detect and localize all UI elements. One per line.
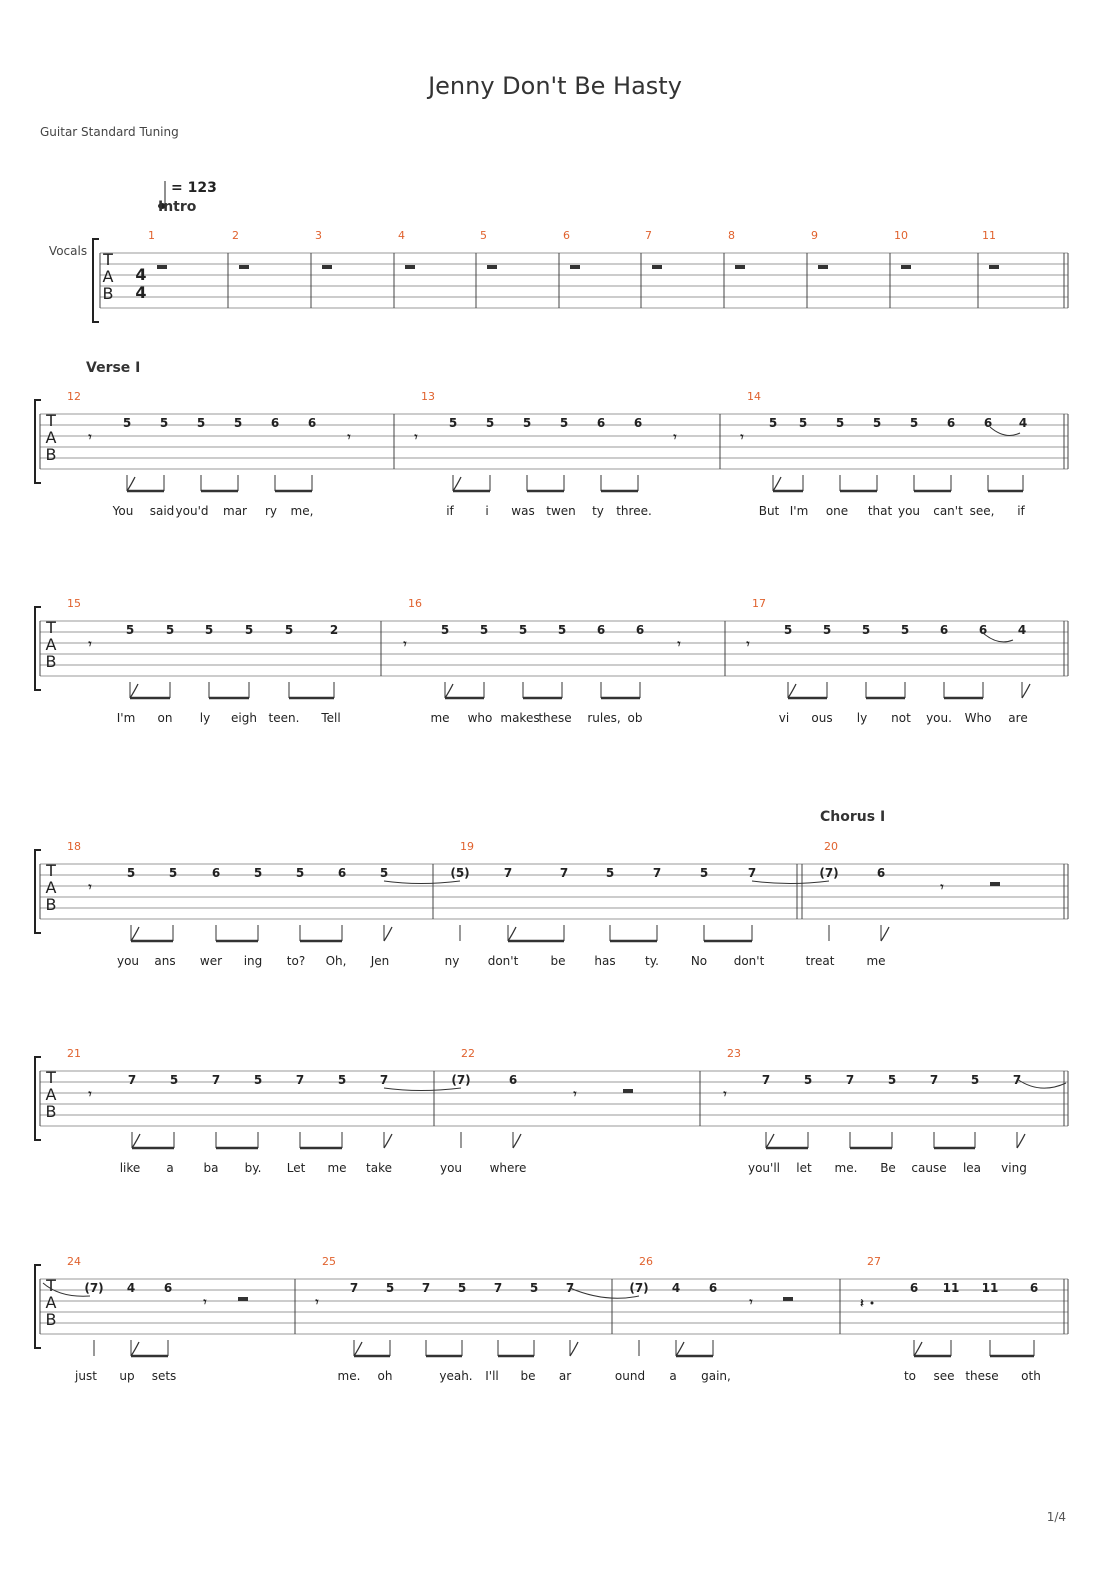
instrument-label: Vocals [48, 244, 88, 258]
lyric-syllable: eigh [231, 711, 257, 725]
tab-clef-letter: T [46, 411, 56, 430]
fret-number: 5 [783, 623, 793, 637]
page-number: 1/4 [1046, 1510, 1066, 1524]
lyric-syllable: Let [286, 1161, 306, 1175]
measure-number: 18 [67, 840, 81, 853]
time-signature-bottom: 4 [135, 283, 147, 302]
lyric-syllable: Oh, [325, 954, 347, 968]
note-flag [127, 477, 135, 491]
lyric-syllable: who [467, 711, 493, 725]
fret-number: 7 [127, 1073, 137, 1087]
lyric-syllable: me, [290, 504, 314, 518]
tie-arc [983, 633, 1013, 642]
lyric-syllable: take [366, 1161, 392, 1175]
fret-number: 7 [845, 1073, 855, 1087]
section-label-chorus: Chorus I [820, 809, 886, 825]
fret-number: 7 [652, 866, 662, 880]
fret-number: 7 [421, 1281, 431, 1295]
tab-clef-letter: A [102, 267, 114, 286]
measure-number: 10 [894, 229, 908, 242]
eighth-rest: 𝄾 [203, 1295, 207, 1309]
lyric-syllable: ob [627, 711, 643, 725]
fret-number: 5 [168, 866, 178, 880]
lyric-syllable: just [75, 1369, 97, 1383]
note-flag [766, 1134, 774, 1148]
fret-number: 6 [978, 623, 988, 637]
eighth-rest: 𝄾 [749, 1295, 753, 1309]
lyric-syllable: oh [377, 1369, 393, 1383]
tab-clef-letter: B [45, 1310, 57, 1329]
fret-number: 5 [559, 416, 569, 430]
lyric-syllable: twen [546, 504, 576, 518]
tie-arc [384, 881, 460, 884]
lyric-syllable: vi [778, 711, 790, 725]
fret-number: 5 [529, 1281, 539, 1295]
whole-rest [405, 265, 415, 269]
lyric-syllable: ny [444, 954, 460, 968]
lyric-syllable: a [669, 1369, 677, 1383]
section-label-verse: Verse I [86, 360, 141, 376]
fret-number: 5 [522, 416, 532, 430]
eighth-rest: 𝄾 [723, 1087, 727, 1101]
eighth-rest: 𝄾 [88, 1087, 92, 1101]
lyric-syllable: rules, [587, 711, 621, 725]
fret-number: 5 [196, 416, 206, 430]
fret-number: 5 [379, 866, 389, 880]
measure-number: 17 [752, 597, 766, 610]
fret-number: 5 [803, 1073, 813, 1087]
fret-number: 5 [872, 416, 882, 430]
fret-number: 11 [942, 1281, 960, 1295]
note-flag [914, 1342, 922, 1356]
note-flag [788, 684, 796, 698]
eighth-rest: 𝄾 [88, 637, 92, 651]
measure-number: 11 [982, 229, 996, 242]
lyric-syllable: you'd [175, 504, 209, 518]
tab-clef-letter: B [102, 284, 114, 303]
fret-number: 7 [379, 1073, 389, 1087]
measure-number: 22 [461, 1047, 475, 1060]
lyric-syllable: to? [286, 954, 306, 968]
tab-clef-letter: B [45, 445, 57, 464]
fret-number: 5 [457, 1281, 467, 1295]
time-signature-top: 4 [135, 265, 147, 284]
lyric-syllable: I'm [789, 504, 809, 518]
fret-number: 7 [295, 1073, 305, 1087]
note-flag [130, 684, 138, 698]
note-flag [773, 477, 781, 491]
fret-number: 5 [204, 623, 214, 637]
fret-number: 5 [887, 1073, 897, 1087]
fret-number: 5 [295, 866, 305, 880]
whole-rest [989, 265, 999, 269]
fret-number: 5 [122, 416, 132, 430]
measure-number: 4 [398, 229, 405, 242]
fret-number: 6 [983, 416, 993, 430]
lyric-syllable: not [891, 711, 911, 725]
lyric-syllable: ly [856, 711, 868, 725]
measure-number: 25 [322, 1255, 336, 1268]
fret-number: 5 [861, 623, 871, 637]
fret-number: 6 [946, 416, 956, 430]
fret-number: 11 [981, 1281, 999, 1295]
fret-number: 5 [768, 416, 778, 430]
fret-number: 5 [284, 623, 294, 637]
lyric-syllable: wer [199, 954, 223, 968]
note-flag [445, 684, 453, 698]
measure-number: 24 [67, 1255, 81, 1268]
fret-number: 5 [126, 866, 136, 880]
lyric-syllable: that [867, 504, 893, 518]
lyric-syllable: be [520, 1369, 536, 1383]
lyric-syllable: ty [592, 504, 604, 518]
note-flag [384, 927, 392, 941]
lyric-syllable: you [897, 504, 921, 518]
lyric-syllable: by. [244, 1161, 262, 1175]
fret-number: 6 [163, 1281, 173, 1295]
eighth-rest: 𝄾 [673, 430, 677, 444]
measure-number: 27 [867, 1255, 881, 1268]
lyric-syllable: ous [811, 711, 833, 725]
lyric-syllable: ing [243, 954, 263, 968]
whole-rest [570, 265, 580, 269]
lyric-syllable: don't [733, 954, 765, 968]
fret-number: 7 [565, 1281, 575, 1295]
fret-number: 7 [747, 866, 757, 880]
fret-number: 6 [596, 623, 606, 637]
fret-number: 5 [518, 623, 528, 637]
note-flag [131, 927, 139, 941]
fret-number: 5 [835, 416, 845, 430]
lyric-syllable: treat [805, 954, 835, 968]
fret-number: 6 [708, 1281, 718, 1295]
lyric-syllable: Jen [370, 954, 390, 968]
lyric-syllable: mar [223, 504, 247, 518]
eighth-rest: 𝄾 [88, 430, 92, 444]
fret-number: 5 [605, 866, 615, 880]
fret-number: 6 [508, 1073, 518, 1087]
fret-number: 5 [125, 623, 135, 637]
whole-rest [239, 265, 249, 269]
lyric-syllable: be [550, 954, 566, 968]
fret-number: 5 [253, 866, 263, 880]
note-flag [131, 1342, 139, 1356]
fret-number: 5 [440, 623, 450, 637]
quarter-rest: 𝄽 [860, 1296, 864, 1310]
measure-number: 3 [315, 229, 322, 242]
measure-number: 26 [639, 1255, 653, 1268]
song-title: Jenny Don't Be Hasty [428, 72, 682, 100]
lyric-syllable: me. [834, 1161, 858, 1175]
lyric-syllable: up [119, 1369, 135, 1383]
fret-number: 6 [596, 416, 606, 430]
lyric-syllable: on [157, 711, 173, 725]
lyric-syllable: I'm [116, 711, 136, 725]
tempo-marking: = 123 [171, 180, 217, 196]
eighth-rest: 𝄾 [940, 880, 944, 894]
lyric-syllable: these [538, 711, 572, 725]
note-flag [570, 1342, 578, 1356]
measure-number: 15 [67, 597, 81, 610]
lyric-syllable: you. [926, 711, 952, 725]
fret-number: 5 [169, 1073, 179, 1087]
fret-number: 6 [909, 1281, 919, 1295]
tab-clef-letter: T [46, 1068, 56, 1087]
half-rest [783, 1297, 793, 1301]
lyric-syllable: if [1017, 504, 1025, 518]
fret-number: 6 [270, 416, 280, 430]
fret-number: 5 [253, 1073, 263, 1087]
lyric-syllable: You [112, 504, 134, 518]
measure-number: 7 [645, 229, 652, 242]
lyric-syllable: makes [500, 711, 540, 725]
whole-rest [157, 265, 167, 269]
fret-number: 6 [1029, 1281, 1039, 1295]
note-flag [1017, 1134, 1025, 1148]
eighth-rest: 𝄾 [88, 880, 92, 894]
fret-number: 4 [126, 1281, 136, 1295]
lyric-syllable: cause [911, 1161, 947, 1175]
lyric-syllable: ry [264, 504, 278, 518]
half-rest [623, 1089, 633, 1093]
lyric-syllable: No [690, 954, 708, 968]
lyric-syllable: Be [880, 1161, 896, 1175]
lyric-syllable: see, [969, 504, 995, 518]
fret-number: 5 [385, 1281, 395, 1295]
lyric-syllable: ar [558, 1369, 572, 1383]
fret-number: 5 [448, 416, 458, 430]
note-flag [354, 1342, 362, 1356]
fret-number: 5 [798, 416, 808, 430]
fret-number: 6 [939, 623, 949, 637]
tab-clef-letter: A [45, 1085, 57, 1104]
fret-number: 2 [329, 623, 339, 637]
system-bracket [93, 239, 99, 322]
fret-number: 4 [671, 1281, 681, 1295]
lyric-syllable: yeah. [439, 1369, 473, 1383]
measure-number: 16 [408, 597, 422, 610]
fret-number: 7 [349, 1281, 359, 1295]
fret-number: 7 [559, 866, 569, 880]
tab-clef-letter: T [46, 861, 56, 880]
fret-number: 5 [900, 623, 910, 637]
fret-number: 5 [233, 416, 243, 430]
lyric-syllable: if [446, 504, 454, 518]
whole-rest [322, 265, 332, 269]
lyric-syllable: lea [962, 1161, 982, 1175]
lyric-syllable: three. [616, 504, 652, 518]
measure-number: 8 [728, 229, 735, 242]
fret-number: 5 [337, 1073, 347, 1087]
fret-number: (5) [450, 866, 470, 880]
measure-number: 5 [480, 229, 487, 242]
whole-rest [487, 265, 497, 269]
fret-number: 7 [493, 1281, 503, 1295]
fret-number: (7) [84, 1281, 104, 1295]
tie-arc [990, 427, 1020, 435]
fret-number: 5 [159, 416, 169, 430]
note-flag [508, 927, 516, 941]
note-flag [1022, 684, 1030, 698]
fret-number: 5 [165, 623, 175, 637]
note-flag [384, 1134, 392, 1148]
lyric-syllable: you'll [747, 1161, 781, 1175]
lyric-syllable: see [933, 1369, 955, 1383]
dot [871, 1302, 874, 1305]
fret-number: 6 [633, 416, 643, 430]
eighth-rest: 𝄾 [740, 430, 744, 444]
fret-number: (7) [819, 866, 839, 880]
fret-number: 4 [1017, 623, 1027, 637]
lyric-syllable: sets [151, 1369, 177, 1383]
note-flag [881, 927, 889, 941]
lyric-syllable: one [825, 504, 849, 518]
lyric-syllable: ving [1001, 1161, 1027, 1175]
lyric-syllable: me [866, 954, 886, 968]
fret-number: 7 [761, 1073, 771, 1087]
fret-number: 5 [822, 623, 832, 637]
fret-number: (7) [451, 1073, 471, 1087]
lyric-syllable: I'll [485, 1369, 499, 1383]
fret-number: 6 [307, 416, 317, 430]
measure-number: 21 [67, 1047, 81, 1060]
measure-number: 13 [421, 390, 435, 403]
lyric-syllable: But [758, 504, 780, 518]
lyric-syllable: ound [614, 1369, 646, 1383]
lyric-syllable: are [1008, 711, 1028, 725]
tie-arc [384, 1088, 461, 1091]
lyric-syllable: where [489, 1161, 527, 1175]
lyric-syllable: these [965, 1369, 999, 1383]
fret-number: 7 [211, 1073, 221, 1087]
whole-rest [818, 265, 828, 269]
fret-number: 5 [970, 1073, 980, 1087]
eighth-rest: 𝄾 [573, 1087, 577, 1101]
tab-clef-letter: T [46, 1276, 56, 1295]
fret-number: 5 [479, 623, 489, 637]
measure-number: 23 [727, 1047, 741, 1060]
note-flag [132, 1134, 140, 1148]
tab-clef-letter: T [103, 250, 113, 269]
lyric-syllable: ans [154, 954, 176, 968]
eighth-rest: 𝄾 [315, 1295, 319, 1309]
tie-arc [752, 881, 829, 884]
tie-arc [1017, 1079, 1066, 1088]
fret-number: (7) [629, 1281, 649, 1295]
fret-number: 5 [909, 416, 919, 430]
lyric-syllable: i [485, 504, 489, 518]
fret-number: 6 [211, 866, 221, 880]
fret-number: 5 [557, 623, 567, 637]
tuning-label: Guitar Standard Tuning [40, 125, 179, 139]
tab-clef-letter: A [45, 428, 57, 447]
fret-number: 7 [1012, 1073, 1022, 1087]
fret-number: 7 [503, 866, 513, 880]
lyric-syllable: Tell [321, 711, 341, 725]
lyric-syllable: ly [199, 711, 211, 725]
tab-clef-letter: A [45, 635, 57, 654]
lyric-syllable: oth [1021, 1369, 1041, 1383]
fret-number: 6 [876, 866, 886, 880]
lyric-syllable: you [439, 1161, 463, 1175]
whole-rest [735, 265, 745, 269]
measure-number: 19 [460, 840, 474, 853]
fret-number: 6 [337, 866, 347, 880]
lyric-syllable: like [119, 1161, 141, 1175]
lyric-syllable: ty. [645, 954, 659, 968]
eighth-rest: 𝄾 [414, 430, 418, 444]
note-flag [513, 1134, 521, 1148]
lyric-syllable: to [903, 1369, 917, 1383]
tab-clef-letter: T [46, 618, 56, 637]
half-rest [990, 882, 1000, 886]
tab-clef-letter: B [45, 652, 57, 671]
lyric-syllable: was [511, 504, 535, 518]
measure-number: 6 [563, 229, 570, 242]
lyric-syllable: has [594, 954, 616, 968]
note-flag [453, 477, 461, 491]
measure-number: 20 [824, 840, 838, 853]
tab-clef-letter: A [45, 1293, 57, 1312]
lyric-syllable: ba [203, 1161, 219, 1175]
lyric-syllable: me. [337, 1369, 361, 1383]
lyric-syllable: gain, [701, 1369, 731, 1383]
lyric-syllable: let [796, 1161, 812, 1175]
lyric-syllable: teen. [268, 711, 300, 725]
lyric-syllable: said [149, 504, 175, 518]
fret-number: 5 [699, 866, 709, 880]
lyric-syllable: a [166, 1161, 174, 1175]
section-label-intro: Intro [158, 199, 197, 215]
tab-clef-letter: A [45, 878, 57, 897]
whole-rest [652, 265, 662, 269]
eighth-rest: 𝄾 [347, 430, 351, 444]
fret-number: 6 [635, 623, 645, 637]
lyric-syllable: me [430, 711, 450, 725]
eighth-rest: 𝄾 [403, 637, 407, 651]
fret-number: 7 [929, 1073, 939, 1087]
measure-number: 12 [67, 390, 81, 403]
lyric-syllable: Who [964, 711, 992, 725]
lyric-syllable: can't [933, 504, 963, 518]
half-rest [238, 1297, 248, 1301]
eighth-rest: 𝄾 [677, 637, 681, 651]
whole-rest [901, 265, 911, 269]
measure-number: 1 [148, 229, 155, 242]
eighth-rest: 𝄾 [746, 637, 750, 651]
measure-number: 9 [811, 229, 818, 242]
lyric-syllable: me [327, 1161, 347, 1175]
note-flag [676, 1342, 684, 1356]
lyric-syllable: you [116, 954, 140, 968]
measure-number: 2 [232, 229, 239, 242]
lyric-syllable: don't [487, 954, 519, 968]
tab-clef-letter: B [45, 895, 57, 914]
fret-number: 5 [485, 416, 495, 430]
fret-number: 5 [244, 623, 254, 637]
measure-number: 14 [747, 390, 761, 403]
tab-clef-letter: B [45, 1102, 57, 1121]
fret-number: 4 [1018, 416, 1028, 430]
